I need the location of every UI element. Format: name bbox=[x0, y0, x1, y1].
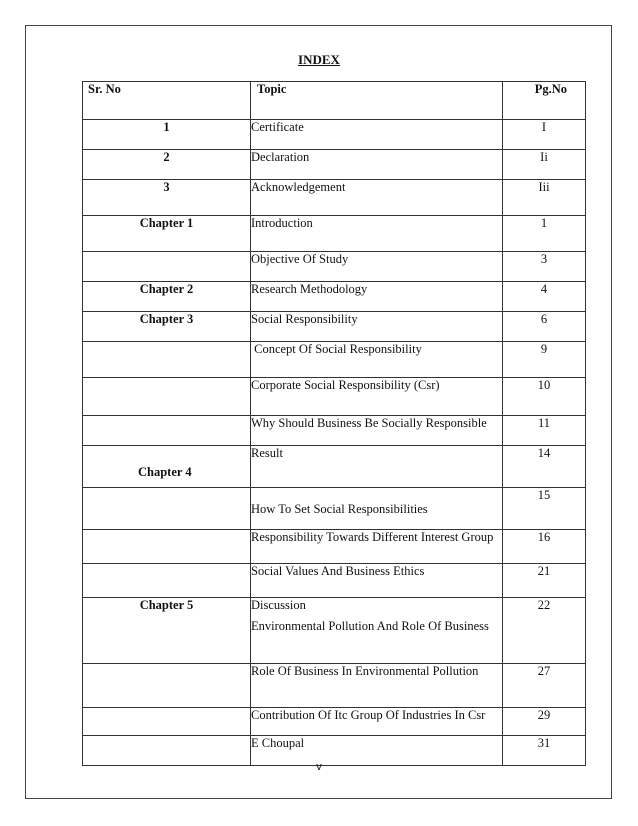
row-page: 15 bbox=[503, 488, 586, 530]
row-topic: Social Values And Business Ethics bbox=[251, 564, 503, 598]
row-topic: Why Should Business Be Socially Responsible bbox=[251, 416, 503, 446]
table-row bbox=[83, 120, 586, 150]
row-sr: Chapter 4 bbox=[83, 446, 251, 488]
row-topic: Declaration bbox=[251, 150, 503, 180]
row-sr: 2 bbox=[83, 150, 251, 180]
row-sr bbox=[83, 564, 251, 598]
table-header-row bbox=[83, 82, 586, 120]
row-topic: Result bbox=[251, 446, 503, 488]
table-row bbox=[83, 342, 586, 378]
row-topic: Contribution Of Itc Group Of Industries In Csr bbox=[251, 708, 503, 736]
header-page-no: Pg.No bbox=[503, 82, 586, 120]
row-page: 31 bbox=[503, 736, 586, 766]
index-table bbox=[82, 81, 586, 766]
row-page: 22 bbox=[503, 598, 586, 664]
row-sr bbox=[83, 708, 251, 736]
row-topic: Acknowledgement bbox=[251, 180, 503, 216]
page-title: INDEX bbox=[298, 52, 340, 67]
row-sr: Chapter 1 bbox=[83, 216, 251, 252]
header-sr-no: Sr. No bbox=[83, 82, 251, 120]
row-page: 21 bbox=[503, 564, 586, 598]
table-row bbox=[83, 378, 586, 416]
table-row bbox=[83, 216, 586, 252]
row-page: 27 bbox=[503, 664, 586, 708]
row-sr: Chapter 3 bbox=[83, 312, 251, 342]
row-topic: Role Of Business In Environmental Pollution bbox=[251, 664, 503, 708]
table-row bbox=[83, 282, 586, 312]
row-sr bbox=[83, 416, 251, 446]
row-sr bbox=[83, 530, 251, 564]
row-sr: Chapter 5 bbox=[83, 598, 251, 664]
row-page: 10 bbox=[503, 378, 586, 416]
table-row bbox=[83, 312, 586, 342]
table-row bbox=[83, 598, 586, 664]
row-page: 14 bbox=[503, 446, 586, 488]
table-row bbox=[83, 180, 586, 216]
table-row bbox=[83, 416, 586, 446]
row-topic: Corporate Social Responsibility (Csr) bbox=[251, 378, 503, 416]
row-sr: Chapter 2 bbox=[83, 282, 251, 312]
row-topic: Certificate bbox=[251, 120, 503, 150]
table-row bbox=[83, 488, 586, 530]
row-page: 16 bbox=[503, 530, 586, 564]
table-row bbox=[83, 530, 586, 564]
row-sr bbox=[83, 664, 251, 708]
row-topic: How To Set Social Responsibilities bbox=[251, 488, 503, 530]
row-page: 4 bbox=[503, 282, 586, 312]
row-sr bbox=[83, 252, 251, 282]
row-page: Ii bbox=[503, 150, 586, 180]
page-number: v bbox=[316, 761, 322, 773]
row-topic: E Choupal bbox=[251, 736, 503, 766]
row-sr bbox=[83, 342, 251, 378]
row-sr: 1 bbox=[83, 120, 251, 150]
table-row bbox=[83, 252, 586, 282]
row-page: Iii bbox=[503, 180, 586, 216]
table-row bbox=[83, 446, 586, 488]
row-page: 1 bbox=[503, 216, 586, 252]
row-topic: Research Methodology bbox=[251, 282, 503, 312]
row-topic: Objective Of Study bbox=[251, 252, 503, 282]
table-row bbox=[83, 708, 586, 736]
row-sr bbox=[83, 488, 251, 530]
row-page: 9 bbox=[503, 342, 586, 378]
row-topic-line2: Environmental Pollution And Role Of Business bbox=[251, 619, 489, 633]
row-topic: Responsibility Towards Different Interest Group bbox=[251, 530, 503, 564]
row-sr bbox=[83, 378, 251, 416]
table-row bbox=[83, 150, 586, 180]
table-row bbox=[83, 564, 586, 598]
row-page: 6 bbox=[503, 312, 586, 342]
table-row bbox=[83, 664, 586, 708]
row-topic-line1: Discussion bbox=[251, 598, 306, 612]
row-page: 29 bbox=[503, 708, 586, 736]
row-page: 3 bbox=[503, 252, 586, 282]
row-page: 11 bbox=[503, 416, 586, 446]
row-topic: Social Responsibility bbox=[251, 312, 503, 342]
row-topic: Introduction bbox=[251, 216, 503, 252]
row-topic: Concept Of Social Responsibility bbox=[251, 342, 503, 378]
row-page: I bbox=[503, 120, 586, 150]
header-topic: Topic bbox=[251, 82, 503, 120]
row-topic bbox=[251, 598, 503, 664]
row-sr: 3 bbox=[83, 180, 251, 216]
